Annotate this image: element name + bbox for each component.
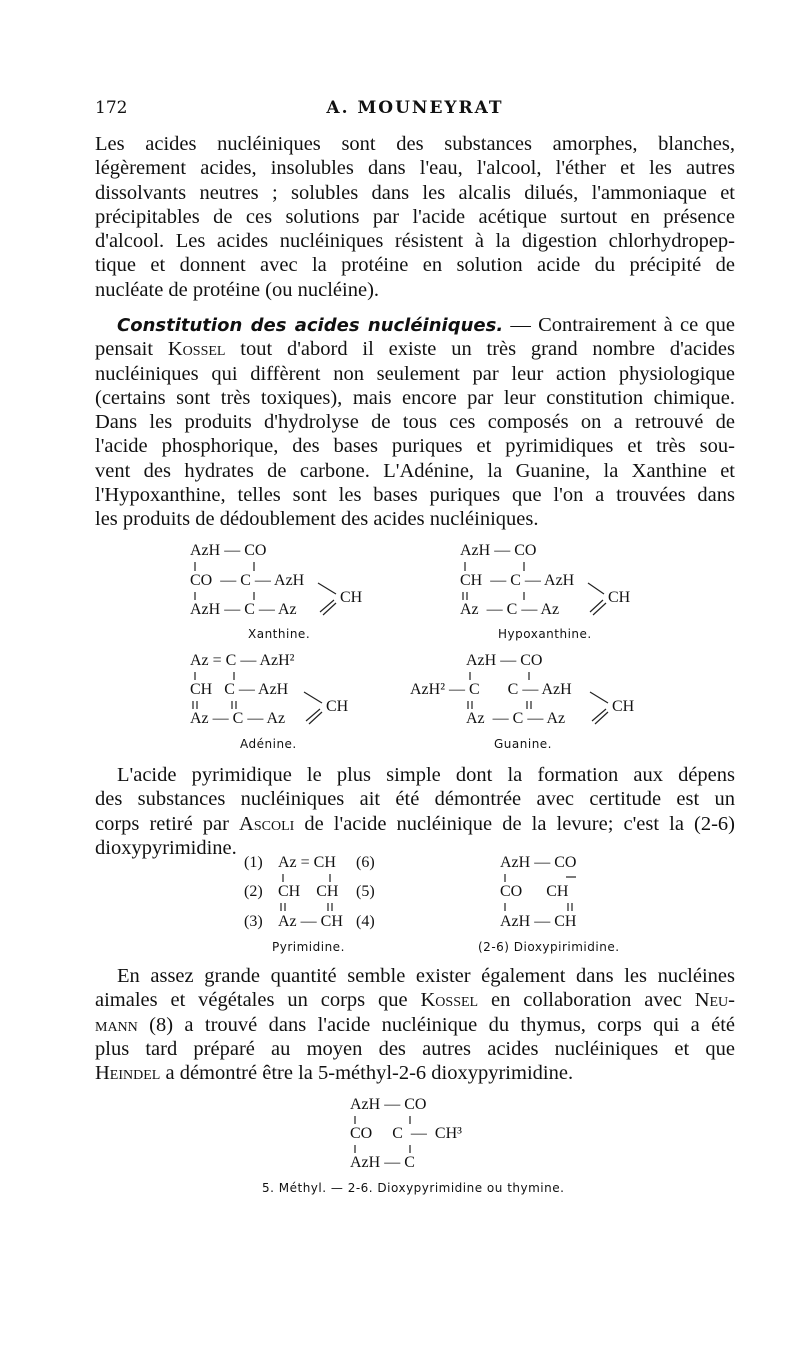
bond-line [593,603,606,615]
formula-row: Az — C — Az [460,601,560,618]
running-title: A. MOUNEYRAT [326,98,504,118]
text-line [95,988,735,1012]
author-name: Heindel [95,1062,161,1085]
formula-row: CH — C — AzH [460,572,575,589]
author-name: Neu- [694,989,735,1012]
text-span: (8) a trouvé dans l'acide nucléinique du thymus, corps qui a été [137,1013,735,1036]
text-line [95,812,735,836]
paragraph-constitution [95,313,735,532]
position-number: (4) [356,913,375,930]
bond-line [592,709,606,721]
formula-row: CH CH [278,883,339,900]
text-line [95,1061,735,1085]
bond-line [309,712,322,724]
formula-row: AzH — CO [350,1096,427,1113]
bond-line [306,709,320,721]
section-heading: Constitution des acides nucléiniques. [117,315,504,336]
formula-row: AzH — C — Az [190,601,297,618]
position-number: (3) [244,913,263,930]
formula-row: CO — C — AzH [190,572,305,589]
formula-row: Az — CH [278,913,343,930]
paragraph-thymine [95,964,735,1085]
formula-row: Az = C — AzH² [190,652,295,669]
text-line [95,1013,735,1037]
position-number: (1) [244,854,263,871]
bond-line [320,600,334,612]
page-number: 172 [95,98,128,118]
text-line: L'acide pyrimidique le plus simple dont la formation aux dépens [117,764,735,786]
formula-ch: CH [326,698,349,715]
author-name: Kossel [420,989,479,1012]
caption-thymine: 5. Méthyl. — 2-6. Dioxypyrimidine ou thymine. [262,1181,565,1195]
author-name: Ascoli [239,812,295,835]
text-line: (certains sont très toxiques), mais encore par leur constitution chimique. [95,386,735,409]
formula-row: CO C — CH³ [350,1125,462,1142]
bond-line [318,583,336,594]
text-line: nucléate de protéine (ou nucléine). [95,278,380,301]
position-number: (2) [244,883,263,900]
text-span: en collaboration avec [478,989,695,1012]
text-line: dioxypyrimidine. [95,836,237,859]
text-line: En assez grande quantité semble exister également dans les nucléines [117,965,735,987]
formula-row: AzH — CH [500,913,577,930]
text-line: les produits de dédoublement des acides nucléiniques. [95,508,539,531]
text-span: corps retiré par [95,812,240,835]
formula-row: CH C — AzH [190,681,289,698]
formula-row: AzH — CO [466,652,543,669]
text-line: d'alcool. Les acides nucléiniques résistent à la digestion chlorhydropep- [95,230,735,253]
author-name: Kossel [167,338,226,361]
text-line: vent des hydrates de carbone. L'Adénine, la Guanine, la Xanthine et [95,459,735,482]
text-line [95,313,735,337]
formula-row: CO CH [500,883,569,900]
formula-row: AzH — CO [460,542,537,559]
formula-ch: CH [340,589,363,606]
bond-line [304,692,322,703]
bond-line [590,692,608,703]
position-number: (6) [356,854,375,871]
text-span: a démontré être la 5-méthyl-2-6 dioxypyrimidine. [160,1062,574,1085]
author-name: mann [95,1013,138,1036]
formula-row: Az — C — Az [466,710,566,727]
formula-row: AzH — C [350,1154,415,1171]
text-line: plus tard préparé au moyen des autres acides nucléiniques et que [95,1037,735,1060]
bond-line [323,603,336,615]
text-span: pensait [95,338,168,361]
text-span: tout d'abord il existe un très grand nombre d'acides [225,338,735,361]
bond-line [590,600,603,612]
caption-xanthine: Xanthine. [248,627,311,641]
formula-ch: CH [612,698,635,715]
bond-line [588,583,604,594]
text-line: Les acides nucléiniques sont des substances amorphes, blanches, [95,133,735,155]
text-line: tique et donnent avec la protéine en solution acide du précipité de [95,254,735,277]
formula-ch: CH [608,589,631,606]
paragraph-pyrimidic [95,763,735,860]
text-line: dissolvants neutres ; solubles dans les alcalis dilués, l'ammoniaque et [95,181,735,204]
text-span: — Contrairement à ce que [503,314,735,336]
caption-adenine: Adénine. [240,737,297,751]
formula-row: Az = CH [278,854,336,871]
text-line: l'acide phosphorique, des bases puriques et pyrimidiques et très sou- [95,435,735,458]
formula-row: AzH² — C C — AzH [410,681,572,698]
text-line: Dans les produits d'hydrolyse de tous ces composés on a retrouvé de [95,411,735,434]
text-span: aimales et végétales un corps que [95,989,421,1012]
formula-row: Az — C — Az [190,710,286,727]
text-line: précipitables de ces solutions par l'acide acétique surtout en présence [95,205,735,228]
bond-line [595,712,608,724]
caption-guanine: Guanine. [494,737,552,751]
paragraph-properties [95,132,735,302]
formula-row: AzH — CO [190,542,267,559]
formula-row: AzH — CO [500,854,577,871]
text-line [95,337,735,361]
text-line: légèrement acides, insolubles dans l'eau, l'alcool, l'éther et les autres [95,157,735,180]
text-span: de l'acide nucléinique de la levure; c'est la (2-6) [294,812,735,835]
caption-dioxypyrimidine: (2-6) Dioxypirimidine. [478,940,620,954]
caption-hypoxanthine: Hypoxanthine. [498,627,592,641]
text-line: des substances nucléiniques ait été démontrée avec certitude est un [95,788,735,811]
caption-pyrimidine: Pyrimidine. [272,940,345,954]
text-line: nucléiniques qui diffèrent non seulement par leur action physiologique [95,362,735,385]
text-line: l'Hypoxanthine, telles sont les bases puriques que l'on a trouvées dans [95,484,735,507]
position-number: (5) [356,883,375,900]
